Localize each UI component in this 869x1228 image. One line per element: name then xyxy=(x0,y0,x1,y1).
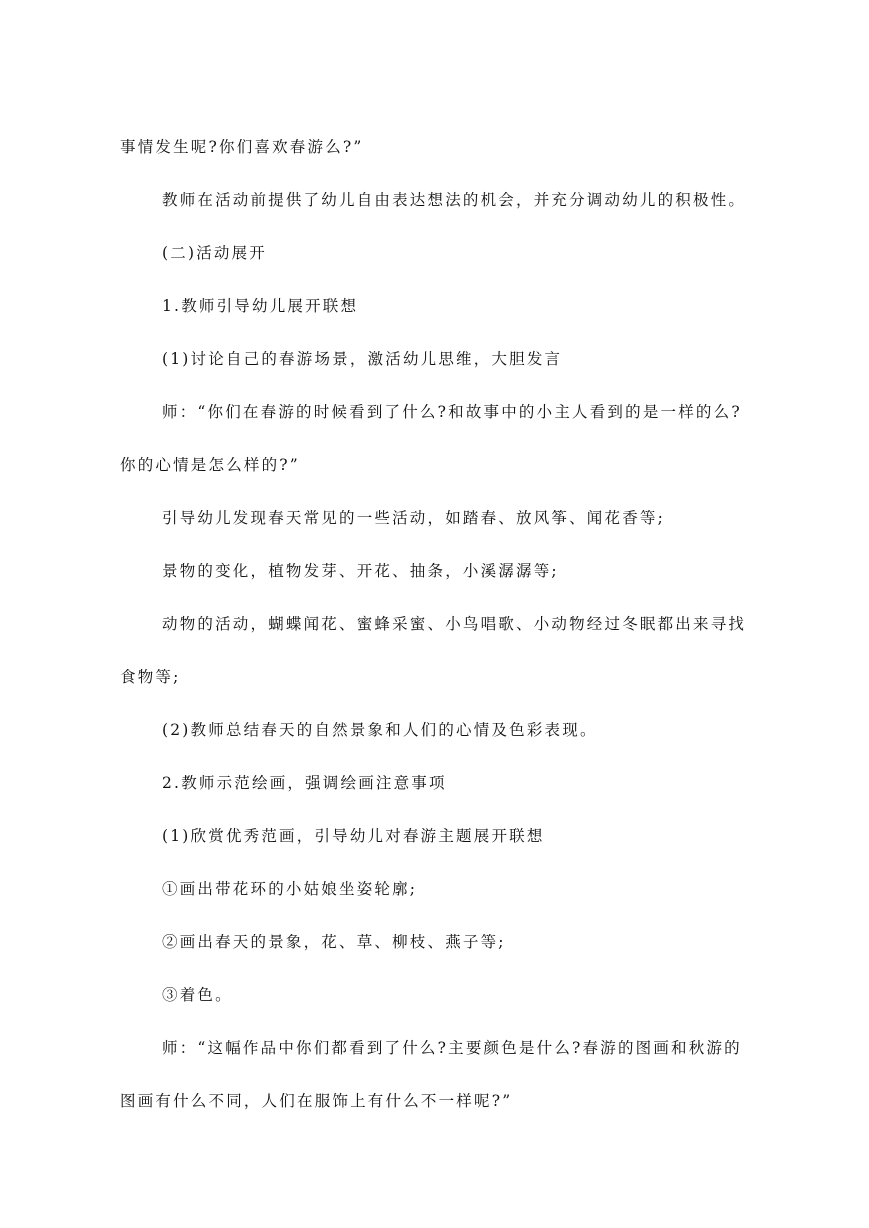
paragraph-line: (1)欣赏优秀范画，引导幼儿对春游主题展开联想 xyxy=(162,827,545,845)
paragraph-line: 动物的活动，蝴蝶闻花、蜜蜂采蜜、小鸟唱歌、小动物经过冬眠都出来寻找 xyxy=(162,615,747,633)
paragraph-line: 食物等; xyxy=(120,668,181,686)
paragraph-line: 师：“你们在春游的时候看到了什么?和故事中的小主人看到的是一样的么? xyxy=(162,403,742,421)
list-item: ③着色。 xyxy=(162,986,233,1004)
section-heading: (二)活动展开 xyxy=(162,244,267,262)
paragraph-line: 事情发生呢?你们喜欢春游么?” xyxy=(120,138,364,156)
subsection-heading: 1.教师引导幼儿展开联想 xyxy=(162,297,359,315)
paragraph-line: 图画有什么不同，人们在服饰上有什么不一样呢?” xyxy=(120,1092,513,1110)
list-item: ①画出带花环的小姑娘坐姿轮廓; xyxy=(162,880,418,898)
paragraph-line: 教师在活动前提供了幼儿自由表达想法的机会，并充分调动幼儿的积极性。 xyxy=(162,191,747,209)
subsection-heading: 2.教师示范绘画，强调绘画注意事项 xyxy=(162,774,447,792)
paragraph-line: 引导幼儿发现春天常见的一些活动，如踏春、放风筝、闻花香等; xyxy=(162,509,666,527)
paragraph-line: 景物的变化，植物发芽、开花、抽条，小溪潺潺等; xyxy=(162,562,559,580)
paragraph-line: 你的心情是怎么样的?” xyxy=(120,456,300,474)
paragraph-line: (2)教师总结春天的自然景象和人们的心情及色彩表现。 xyxy=(162,721,598,739)
paragraph-line: 师：“这幅作品中你们都看到了什么?主要颜色是什么?春游的图画和秋游的 xyxy=(162,1039,742,1057)
list-item: ②画出春天的景象，花、草、柳枝、燕子等; xyxy=(162,933,506,951)
paragraph-line: (1)讨论自己的春游场景，激活幼儿思维，大胆发言 xyxy=(162,350,563,368)
